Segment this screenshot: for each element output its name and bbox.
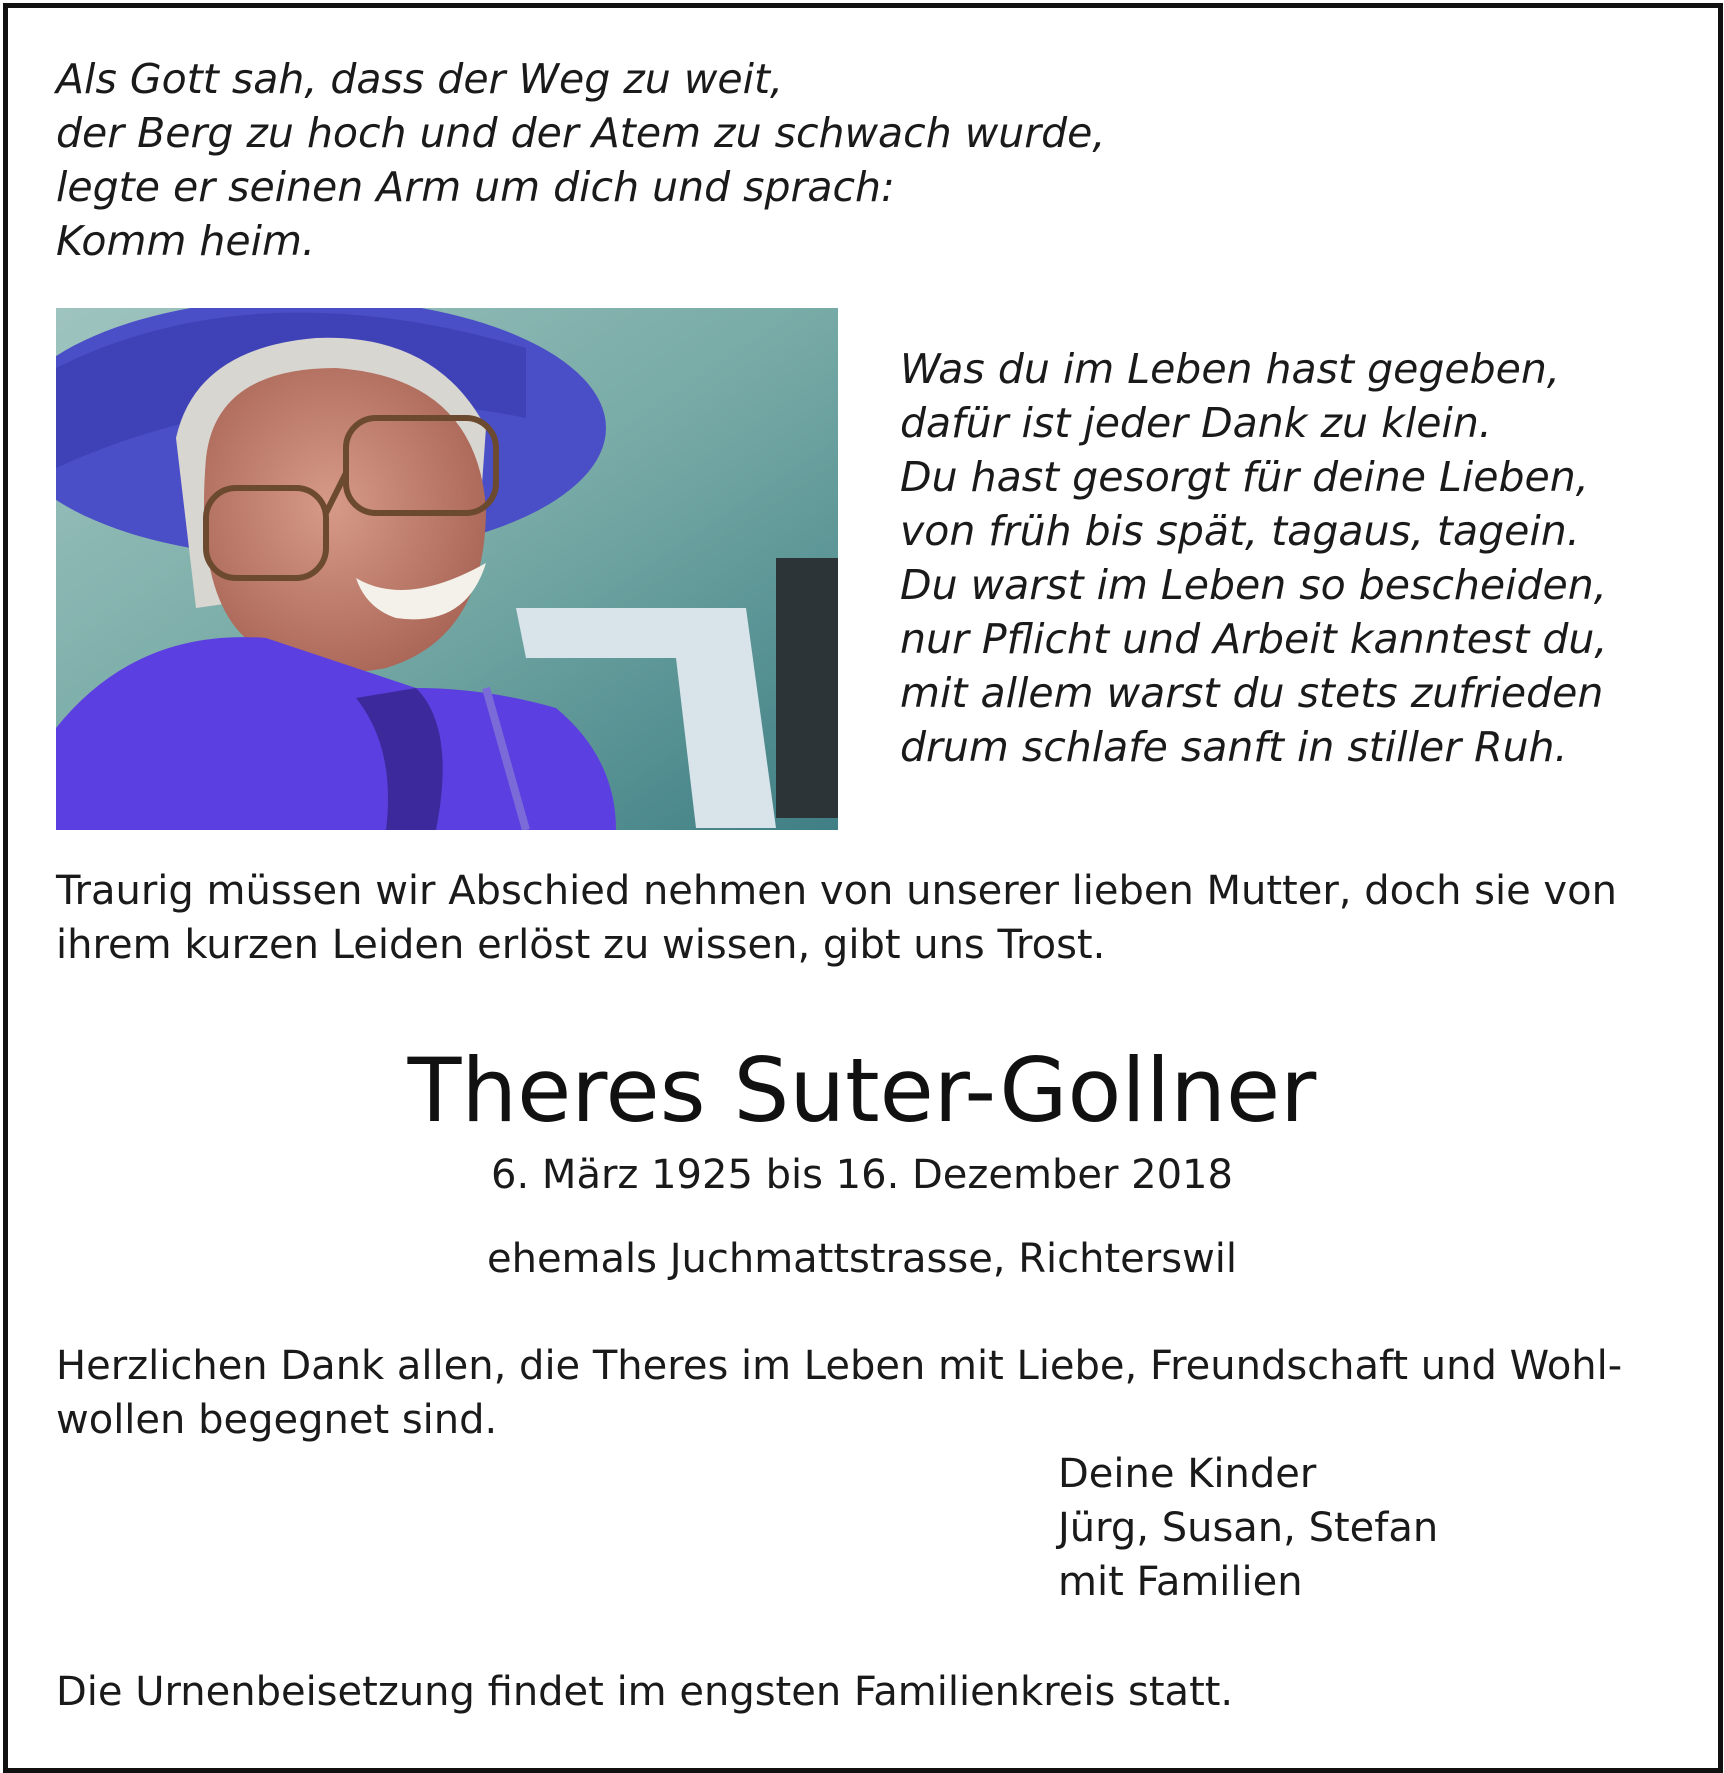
verse-line: Du hast gesorgt für deine Lieben, xyxy=(900,453,1589,501)
deceased-name: Theres Suter-Gollner xyxy=(407,1039,1317,1142)
signature-line: Deine Kinder xyxy=(1058,1451,1317,1497)
verse-line: von früh bis spät, tagaus, tagein. xyxy=(900,507,1580,555)
verse-line: Komm heim. xyxy=(56,217,315,265)
paragraph-line: ihrem kurzen Leiden erlöst zu wissen, gibt uns Trost. xyxy=(56,922,1106,968)
life-dates: 6. März 1925 bis 16. Dezember 2018 xyxy=(491,1152,1233,1198)
verse-line: drum schlafe sanft in stiller Ruh. xyxy=(900,723,1568,771)
portrait-illustration xyxy=(56,308,838,830)
farewell-paragraph xyxy=(56,864,1617,972)
verse-line: legte er seinen Arm um dich und sprach: xyxy=(56,163,895,211)
urn-notice-text: Die Urnenbeisetzung findet im engsten Familienkreis statt. xyxy=(56,1669,1234,1715)
former-address: ehemals Juchmattstrasse, Richterswil xyxy=(486,1236,1238,1282)
verse-line: Du warst im Leben so bescheiden, xyxy=(900,561,1607,609)
thanks-paragraph xyxy=(56,1339,1622,1447)
verse-line: nur Pflicht und Arbeit kanntest du, xyxy=(900,615,1608,663)
verse-line: Als Gott sah, dass der Weg zu weit, xyxy=(56,55,784,103)
paragraph-line: Herzlichen Dank allen, die Theres im Leben mit Liebe, Freundschaft und Wohl- xyxy=(56,1343,1623,1389)
portrait-photo xyxy=(56,308,838,830)
verse-line: dafür ist jeder Dank zu klein. xyxy=(900,399,1492,447)
opening-verse xyxy=(56,52,1105,268)
memorial-verse xyxy=(900,342,1607,774)
family-signature xyxy=(1058,1447,1438,1609)
urn-notice xyxy=(56,1665,1233,1719)
signature-line: mit Familien xyxy=(1058,1559,1303,1605)
paragraph-line: Traurig müssen wir Abschied nehmen von unserer lieben Mutter, doch sie von xyxy=(56,868,1617,914)
signature-line: Jürg, Susan, Stefan xyxy=(1058,1505,1439,1551)
verse-line: Was du im Leben hast gegeben, xyxy=(900,345,1560,393)
verse-line: der Berg zu hoch und der Atem zu schwach wurde, xyxy=(56,109,1106,157)
verse-line: mit allem warst du stets zufrieden xyxy=(900,669,1604,717)
paragraph-line: wollen begegnet sind. xyxy=(56,1397,498,1443)
